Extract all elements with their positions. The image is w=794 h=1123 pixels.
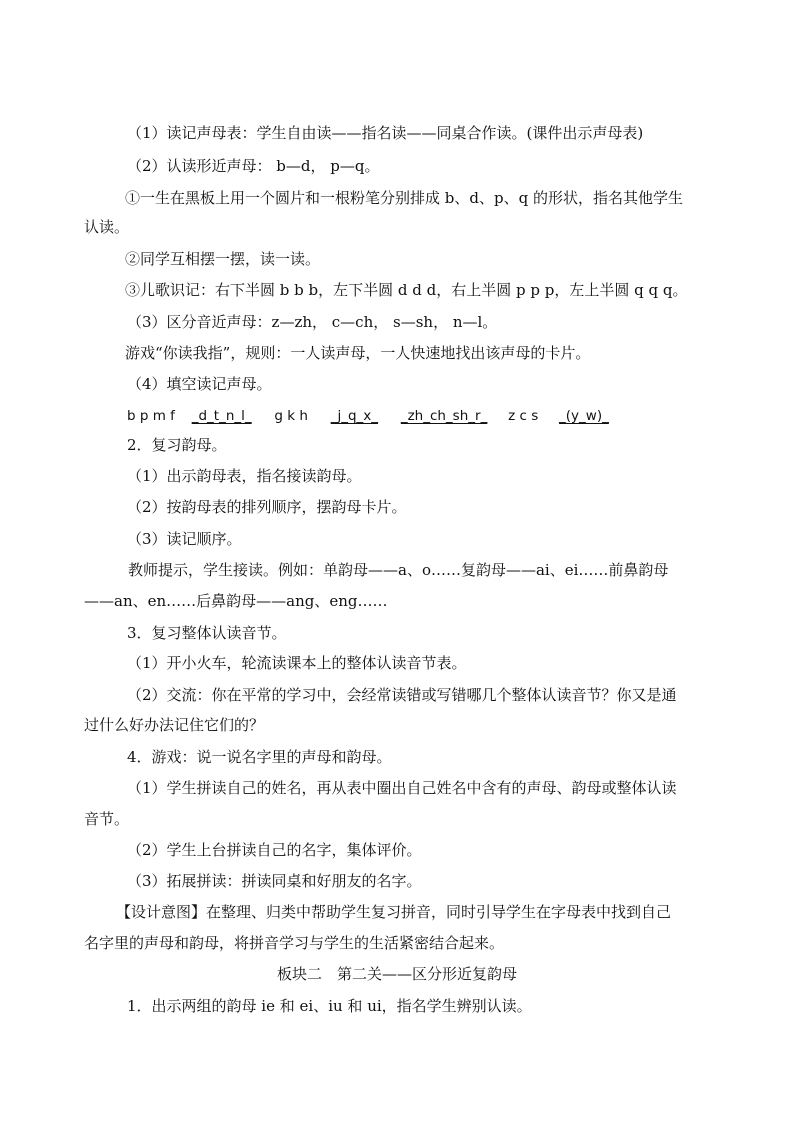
paragraph-line: （2）按韵母表的排列顺序，摆韵母卡片。 [127,498,407,516]
paragraph-line: （1）读记声母表：学生自由读——指名读——同桌合作读。(课件出示声母表) [127,124,644,142]
section-title: 板块二 第二关——区分形近复韵母 [276,965,517,983]
answer-blank-3: _zh_ch_sh_r_ [400,408,488,424]
section-heading: 2．复习韵母。 [127,436,227,454]
answer-blank-2: _j_q_x_ [330,408,379,424]
paragraph-line: 名字里的声母和韵母，将拼音学习与学生的生活紧密结合起来。 [84,934,505,952]
section-heading: 4．游戏：说一说名字里的声母和韵母。 [127,748,392,766]
paragraph-line: 游戏“你读我指”，规则：一人读声母，一人快速地找出该声母的卡片。 [125,344,591,362]
section-heading: 3．复习整体认读音节。 [127,624,287,642]
paragraph-line: ②同学互相摆一摆，读一读。 [125,250,321,268]
paragraph-line: （2）认读形近声母： b—d， p—q。 [127,157,380,175]
answer-blank-1: _d_t_n_l_ [191,408,252,424]
paragraph-line: ③儿歌识记：右下半圆 b b b，左下半圆 d d d，右上半圆 p p p，左上半圆 q q q。 [125,281,688,299]
paragraph-line: （3）区分音近声母：z—zh， c—ch， s—sh， n—l。 [127,313,498,331]
paragraph-line: （3）读记顺序。 [127,530,242,548]
paragraph-line: （3）拓展拼读：拼读同桌和好朋友的名字。 [127,872,422,890]
paragraph-line: 过什么好办法记住它们的？ [84,716,265,734]
initials-group-3: z c s [508,408,539,424]
design-intent-paragraph: 【设计意图】在整理、归类中帮助学生复习拼音，同时引导学生在字母表中找到自己 [116,903,672,921]
initials-group-1: b p m f [127,408,175,424]
paragraph-line: （2）学生上台拼读自己的名字，集体评价。 [127,841,422,859]
answer-blank-4: _(y_w)_ [559,408,609,424]
fill-in-blank-row [0,405,794,426]
paragraph-line: （1）学生拼读自己的姓名，再从表中圈出自己姓名中含有的声母、韵母或整体认读 [127,779,677,797]
paragraph-line: ——an、en……后鼻韵母——ang、eng…… [84,592,388,610]
paragraph-line: （1）出示韵母表，指名接读韵母。 [127,467,362,485]
paragraph-line: （2）交流：你在平常的学习中，会经常读错或写错哪几个整体认读音节？你又是通 [127,686,677,704]
paragraph-line: （1）开小火车，轮流读课本上的整体认读音节表。 [127,654,467,672]
paragraph-line: 教师提示，学生接读。例如：单韵母——a、o……复韵母——ai、ei……前鼻韵母 [128,561,669,579]
paragraph-line: ①一生在黑板上用一个圆片和一根粉笔分别排成 b、d、p、q 的形状，指名其他学生 [125,189,683,207]
paragraph-line: （4）填空读记声母。 [127,375,272,393]
paragraph-line: 1．出示两组的韵母 ie 和 ei、iu 和 ui，指名学生辨别认读。 [127,997,532,1015]
paragraph-line: 音节。 [84,810,130,828]
initials-group-2: g k h [274,408,308,424]
paragraph-line: 认读。 [84,218,130,236]
